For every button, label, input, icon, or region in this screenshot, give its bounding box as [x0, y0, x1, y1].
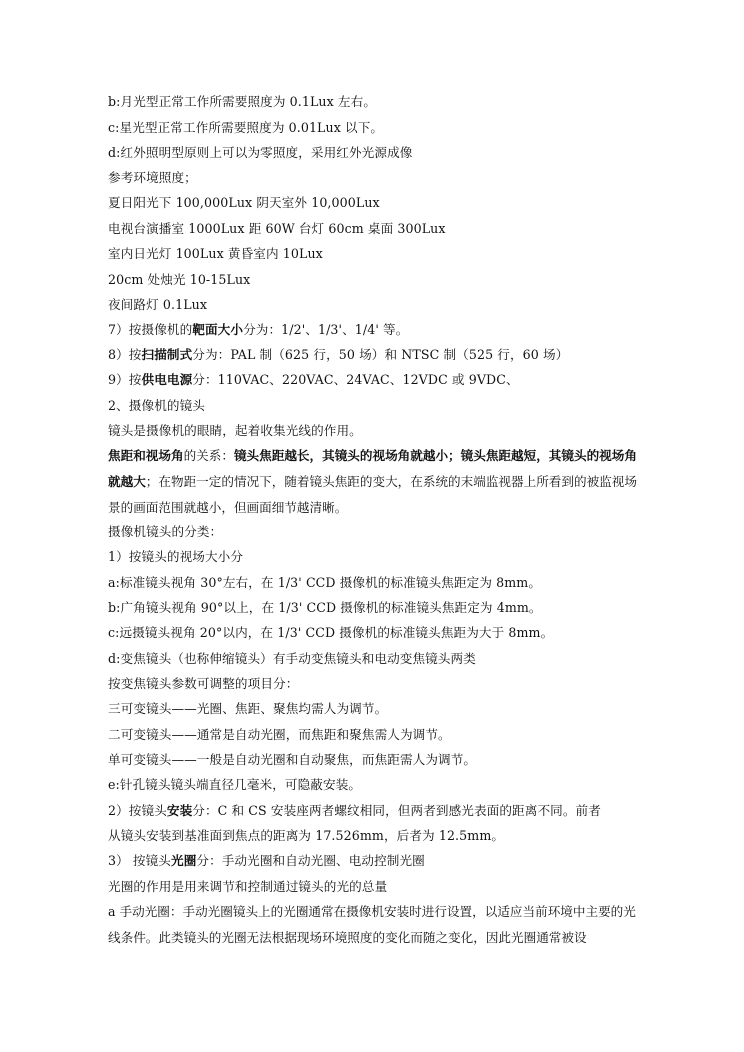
- text-line: b:广角镜头视角 90°以上，在 1/3' CCD 摄像机的标准镜头焦距定为 4mm。: [108, 600, 542, 615]
- text-line: 从镜头安装到基准面到焦点的距离为 17.526mm，后者为 12.5mm。: [108, 828, 505, 843]
- text-line: c:星光型正常工作所需要照度为 0.01Lux 以下。: [108, 120, 384, 135]
- text-line: d:红外照明型原则上可以为零照度，采用红外光源成像: [108, 145, 413, 160]
- text-line: 光圈的作用是用来调节和控制通过镜头的光的总量: [108, 879, 388, 894]
- text-line: 按变焦镜头参数可调整的项目分：: [108, 676, 299, 691]
- text-line: 单可变镜头——一般是自动光圈和自动聚焦，而焦距需人为调节。: [108, 752, 477, 767]
- focal-length-paragraph: 焦距和视场角的关系：镜头焦距越长，其镜头的视场角就越小；镜头焦距越短，其镜头的视场角就越大；在物距一定的情况下，随着镜头焦距的变大，在系统的末端监视器上所看到的被监视场景的画面范围就越小，但画面细节越清晰。: [108, 448, 637, 515]
- text-line: 夜间路灯 0.1Lux: [108, 297, 208, 312]
- text-line: 20cm 处烛光 10-15Lux: [108, 272, 251, 287]
- list-item-mount: 2）按镜头安装分：C 和 CS 安装座两者螺纹相同，但两者到感光表面的距离不同。前者: [108, 803, 601, 818]
- text-line: 镜头是摄像机的眼睛，起着收集光线的作用。: [108, 423, 362, 438]
- text-line: 夏日阳光下 100,000Lux 阴天室外 10,000Lux: [108, 195, 380, 210]
- manual-aperture-paragraph: a 手动光圈：手动光圈镜头上的光圈通常在摄像机安装时进行设置，以适应当前环境中主要的光线条件。此类镜头的光圈无法根据现场环境照度的变化而随之变化，因此光圈通常被设: [108, 904, 636, 945]
- text-line: e:针孔镜头镜头端直径几毫米，可隐蔽安装。: [108, 777, 362, 792]
- list-item-scan-format: 8）按扫描制式分为：PAL 制（625 行，50 场）和 NTSC 制（525 行，60 场）: [108, 347, 569, 362]
- text-line: 电视台演播室 1000Lux 距 60W 台灯 60cm 桌面 300Lux: [108, 221, 446, 236]
- list-item-power-supply: 9）按供电电源分：110VAC、220VAC、24VAC、12VDC 或 9VDC、: [108, 372, 519, 387]
- text-line: 参考环境照度；: [108, 170, 197, 185]
- text-line: 1）按镜头的视场大小分: [108, 549, 244, 564]
- list-item-aperture: 3） 按镜头光圈分：手动光圈和自动光圈、电动控制光圈: [108, 853, 425, 868]
- section-title: 2、摄像机的镜头: [108, 398, 205, 413]
- text-line: 三可变镜头——光圈、焦距、聚焦均需人为调节。: [108, 701, 388, 716]
- text-line: c:远摄镜头视角 20°以内，在 1/3' CCD 摄像机的标准镜头焦距为大于 8mm。: [108, 625, 554, 640]
- text-line: 摄像机镜头的分类：: [108, 524, 223, 539]
- text-line: d:变焦镜头（也称伸缩镜头）有手动变焦镜头和电动变焦镜头两类: [108, 651, 476, 666]
- text-line: a:标准镜头视角 30°左右，在 1/3' CCD 摄像机的标准镜头焦距定为 8mm。: [108, 575, 542, 590]
- list-item-target-size: 7）按摄像机的靶面大小分为：1/2'、1/3'、1/4' 等。: [108, 322, 409, 337]
- text-line: 二可变镜头——通常是自动光圈，而焦距和聚焦需人为调节。: [108, 727, 451, 742]
- text-line: 室内日光灯 100Lux 黄昏室内 10Lux: [108, 246, 323, 261]
- text-line: b:月光型正常工作所需要照度为 0.1Lux 左右。: [108, 94, 377, 109]
